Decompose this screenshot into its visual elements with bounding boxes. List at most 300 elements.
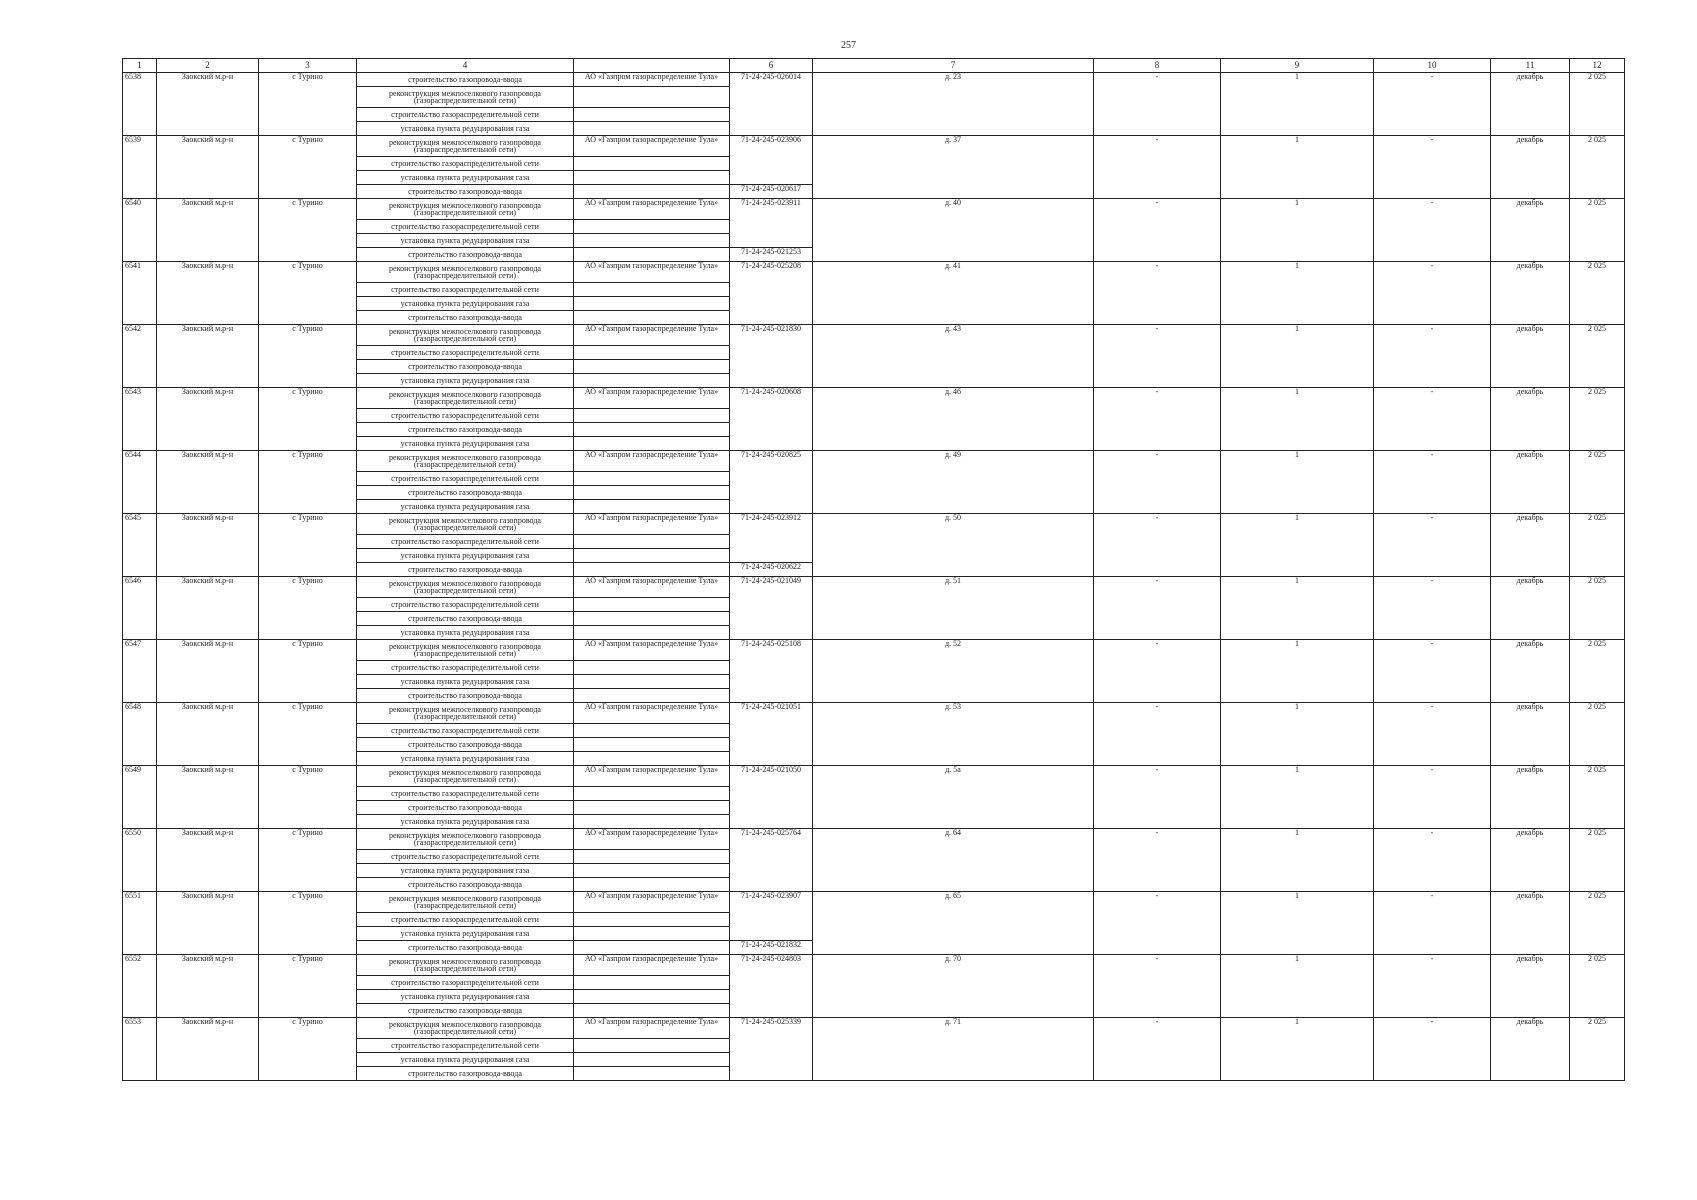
organization-cell [574,850,730,864]
year-cell: 2 025 [1570,199,1625,262]
district-cell: Заокский м.р-н [157,640,259,703]
organization-cell: АО «Газпром газораспределение Тула» [574,955,730,976]
request-code-cell: 71-24-245-020608 [730,388,813,451]
address-cell: д. 37 [813,136,1094,199]
col10-cell: - [1374,451,1491,514]
header-row [123,59,1625,73]
month-cell: декабрь [1491,892,1570,955]
work-type-cell: реконструкция межпоселкового газопровода (газораспределительной сети) [357,955,574,976]
work-type-cell: реконструкция межпоселкового газопровода (газораспределительной сети) [357,262,574,283]
organization-cell: АО «Газпром газораспределение Тула» [574,703,730,724]
work-type-cell: строительство газопровода-ввода [357,486,574,500]
column-header: 12 [1570,59,1625,73]
col8-cell: - [1094,199,1221,262]
table-row [123,1018,1625,1039]
month-cell: декабрь [1491,955,1570,1018]
organization-cell [574,913,730,927]
work-type-cell: строительство газопровода-ввода [357,73,574,87]
table-row [123,703,1625,724]
col9-cell: 1 [1221,829,1374,892]
record-number: 6550 [123,829,157,892]
work-type-cell: реконструкция межпоселкового газопровода (газораспределительной сети) [357,640,574,661]
district-cell: Заокский м.р-н [157,73,259,136]
work-type-cell: строительство газопровода-ввода [357,801,574,815]
organization-cell: АО «Газпром газораспределение Тула» [574,325,730,346]
work-type-cell: строительство газораспределительной сети [357,598,574,612]
organization-cell [574,1039,730,1053]
district-cell: Заокский м.р-н [157,262,259,325]
table-row [123,199,1625,220]
planning-table [122,58,1625,1081]
work-type-cell: строительство газораспределительной сети [357,346,574,360]
record-number: 6544 [123,451,157,514]
table-row [123,892,1625,913]
work-type-cell: установка пункта редуцирования газа [357,297,574,311]
col8-cell: - [1094,1018,1221,1081]
year-cell: 2 025 [1570,514,1625,577]
organization-cell [574,157,730,171]
page-number: 257 [841,40,856,51]
col8-cell: - [1094,73,1221,136]
request-code-secondary-cell: 71-24-245-021253 [730,248,813,262]
organization-cell: АО «Газпром газораспределение Тула» [574,388,730,409]
table-row [123,136,1625,157]
col9-cell: 1 [1221,514,1374,577]
work-type-cell: установка пункта редуцирования газа [357,990,574,1004]
organization-cell: АО «Газпром газораспределение Тула» [574,892,730,913]
table-row [123,577,1625,598]
table-row [123,73,1625,87]
col8-cell: - [1094,766,1221,829]
request-code-cell: 71-24-245-023912 [730,514,813,563]
col9-cell: 1 [1221,703,1374,766]
organization-cell [574,220,730,234]
col10-cell: - [1374,262,1491,325]
col9-cell: 1 [1221,199,1374,262]
month-cell: декабрь [1491,640,1570,703]
record-number: 6549 [123,766,157,829]
address-cell: д. 43 [813,325,1094,388]
organization-cell [574,815,730,829]
col9-cell: 1 [1221,136,1374,199]
organization-cell [574,598,730,612]
work-type-cell: реконструкция межпоселкового газопровода (газораспределительной сети) [357,829,574,850]
organization-cell: АО «Газпром газораспределение Тула» [574,136,730,157]
work-type-cell: установка пункта редуцирования газа [357,1053,574,1067]
record-number: 6541 [123,262,157,325]
table-row [123,514,1625,535]
table-row [123,640,1625,661]
col9-cell: 1 [1221,262,1374,325]
district-cell: Заокский м.р-н [157,199,259,262]
table-body [123,73,1625,1081]
organization-cell [574,248,730,262]
organization-cell [574,563,730,577]
col10-cell: - [1374,199,1491,262]
settlement-cell: с Турино [259,766,357,829]
organization-cell [574,472,730,486]
work-type-cell: установка пункта редуцирования газа [357,549,574,563]
col10-cell: - [1374,703,1491,766]
year-cell: 2 025 [1570,325,1625,388]
year-cell: 2 025 [1570,892,1625,955]
district-cell: Заокский м.р-н [157,451,259,514]
col9-cell: 1 [1221,451,1374,514]
organization-cell [574,122,730,136]
work-type-cell: установка пункта редуцирования газа [357,500,574,514]
organization-cell [574,927,730,941]
work-type-cell: установка пункта редуцирования газа [357,234,574,248]
table-row [123,766,1625,787]
work-type-cell: установка пункта редуцирования газа [357,675,574,689]
work-type-cell: строительство газораспределительной сети [357,409,574,423]
organization-cell: АО «Газпром газораспределение Тула» [574,451,730,472]
organization-cell [574,171,730,185]
col9-cell: 1 [1221,577,1374,640]
column-header: 6 [730,59,813,73]
address-cell: д. 52 [813,640,1094,703]
col9-cell: 1 [1221,640,1374,703]
year-cell: 2 025 [1570,388,1625,451]
year-cell: 2 025 [1570,955,1625,1018]
organization-cell [574,738,730,752]
organization-cell [574,612,730,626]
settlement-cell: с Турино [259,1018,357,1081]
request-code-cell: 71-24-245-025208 [730,262,813,325]
work-type-cell: строительство газопровода-ввода [357,1067,574,1081]
table-row [123,451,1625,472]
request-code-cell: 71-24-245-023911 [730,199,813,248]
year-cell: 2 025 [1570,577,1625,640]
work-type-cell: установка пункта редуцирования газа [357,752,574,766]
col10-cell: - [1374,955,1491,1018]
record-number: 6540 [123,199,157,262]
organization-cell [574,864,730,878]
table-header [123,59,1625,73]
organization-cell [574,787,730,801]
request-code-cell: 71-24-245-025108 [730,640,813,703]
col10-cell: - [1374,514,1491,577]
organization-cell [574,423,730,437]
record-number: 6553 [123,1018,157,1081]
organization-cell: АО «Газпром газораспределение Тула» [574,577,730,598]
district-cell: Заокский м.р-н [157,955,259,1018]
address-cell: д. 41 [813,262,1094,325]
col10-cell: - [1374,136,1491,199]
work-type-cell: реконструкция межпоселкового газопровода (газораспределительной сети) [357,892,574,913]
address-cell: д. 51 [813,577,1094,640]
request-code-secondary-cell: 71-24-245-020617 [730,185,813,199]
address-cell: д. 23 [813,73,1094,136]
district-cell: Заокский м.р-н [157,577,259,640]
organization-cell [574,234,730,248]
month-cell: декабрь [1491,325,1570,388]
work-type-cell: строительство газопровода-ввода [357,185,574,199]
settlement-cell: с Турино [259,262,357,325]
request-code-cell: 71-24-245-021049 [730,577,813,640]
settlement-cell: с Турино [259,892,357,955]
work-type-cell: реконструкция межпоселкового газопровода (газораспределительной сети) [357,703,574,724]
work-type-cell: строительство газораспределительной сети [357,535,574,549]
work-type-cell: строительство газораспределительной сети [357,1039,574,1053]
settlement-cell: с Турино [259,829,357,892]
organization-cell [574,1004,730,1018]
col10-cell: - [1374,577,1491,640]
organization-cell: АО «Газпром газораспределение Тула» [574,199,730,220]
address-cell: д. 65 [813,892,1094,955]
work-type-cell: реконструкция межпоселкового газопровода (газораспределительной сети) [357,514,574,535]
record-number: 6551 [123,892,157,955]
address-cell: д. 53 [813,703,1094,766]
organization-cell [574,500,730,514]
district-cell: Заокский м.р-н [157,829,259,892]
settlement-cell: с Турино [259,577,357,640]
col8-cell: - [1094,640,1221,703]
col9-cell: 1 [1221,73,1374,136]
work-type-cell: строительство газопровода-ввода [357,738,574,752]
col9-cell: 1 [1221,325,1374,388]
organization-cell [574,1053,730,1067]
work-type-cell: строительство газопровода-ввода [357,612,574,626]
col8-cell: - [1094,451,1221,514]
work-type-cell: строительство газораспределительной сети [357,283,574,297]
organization-cell [574,675,730,689]
settlement-cell: с Турино [259,199,357,262]
work-type-cell: строительство газопровода-ввода [357,878,574,892]
settlement-cell: с Турино [259,325,357,388]
work-type-cell: строительство газораспределительной сети [357,913,574,927]
request-code-cell: 71-24-245-023907 [730,892,813,941]
work-type-cell: реконструкция межпоселкового газопровода (газораспределительной сети) [357,199,574,220]
col10-cell: - [1374,640,1491,703]
work-type-cell: установка пункта редуцирования газа [357,864,574,878]
work-type-cell: строительство газопровода-ввода [357,423,574,437]
work-type-cell: реконструкция межпоселкового газопровода (газораспределительной сети) [357,87,574,108]
work-type-cell: строительство газопровода-ввода [357,689,574,703]
address-cell: д. 70 [813,955,1094,1018]
col8-cell: - [1094,577,1221,640]
request-code-secondary-cell: 71-24-245-020622 [730,563,813,577]
record-number: 6546 [123,577,157,640]
work-type-cell: строительство газопровода-ввода [357,1004,574,1018]
organization-cell [574,185,730,199]
organization-cell [574,409,730,423]
work-type-cell: строительство газопровода-ввода [357,941,574,955]
district-cell: Заокский м.р-н [157,703,259,766]
district-cell: Заокский м.р-н [157,388,259,451]
request-code-cell: 71-24-245-026014 [730,73,813,136]
address-cell: д. 5а [813,766,1094,829]
organization-cell [574,626,730,640]
organization-cell [574,878,730,892]
settlement-cell: с Турино [259,73,357,136]
district-cell: Заокский м.р-н [157,766,259,829]
settlement-cell: с Турино [259,136,357,199]
organization-cell [574,437,730,451]
year-cell: 2 025 [1570,73,1625,136]
column-header: 9 [1221,59,1374,73]
col8-cell: - [1094,325,1221,388]
organization-cell [574,724,730,738]
col10-cell: - [1374,73,1491,136]
record-number: 6538 [123,73,157,136]
month-cell: декабрь [1491,262,1570,325]
column-header [574,59,730,73]
work-type-cell: установка пункта редуцирования газа [357,626,574,640]
district-cell: Заокский м.р-н [157,1018,259,1081]
organization-cell [574,535,730,549]
organization-cell [574,297,730,311]
organization-cell [574,976,730,990]
district-cell: Заокский м.р-н [157,325,259,388]
month-cell: декабрь [1491,451,1570,514]
address-cell: д. 50 [813,514,1094,577]
organization-cell [574,311,730,325]
col8-cell: - [1094,262,1221,325]
year-cell: 2 025 [1570,640,1625,703]
organization-cell [574,990,730,1004]
organization-cell: АО «Газпром газораспределение Тула» [574,829,730,850]
district-cell: Заокский м.р-н [157,892,259,955]
col10-cell: - [1374,388,1491,451]
work-type-cell: установка пункта редуцирования газа [357,815,574,829]
organization-cell [574,360,730,374]
organization-cell [574,661,730,675]
work-type-cell: реконструкция межпоселкового газопровода (газораспределительной сети) [357,577,574,598]
table-row [123,325,1625,346]
work-type-cell: установка пункта редуцирования газа [357,122,574,136]
col8-cell: - [1094,829,1221,892]
column-header: 7 [813,59,1094,73]
month-cell: декабрь [1491,829,1570,892]
record-number: 6548 [123,703,157,766]
organization-cell: АО «Газпром газораспределение Тула» [574,766,730,787]
organization-cell [574,283,730,297]
column-header: 11 [1491,59,1570,73]
address-cell: д. 71 [813,1018,1094,1081]
work-type-cell: установка пункта редуцирования газа [357,437,574,451]
organization-cell [574,346,730,360]
work-type-cell: реконструкция межпоселкового газопровода (газораспределительной сети) [357,388,574,409]
work-type-cell: строительство газораспределительной сети [357,850,574,864]
year-cell: 2 025 [1570,703,1625,766]
month-cell: декабрь [1491,514,1570,577]
month-cell: декабрь [1491,766,1570,829]
address-cell: д. 64 [813,829,1094,892]
organization-cell: АО «Газпром газораспределение Тула» [574,514,730,535]
work-type-cell: реконструкция межпоселкового газопровода (газораспределительной сети) [357,451,574,472]
column-header: 8 [1094,59,1221,73]
work-type-cell: установка пункта редуцирования газа [357,374,574,388]
year-cell: 2 025 [1570,262,1625,325]
col10-cell: - [1374,1018,1491,1081]
organization-cell: АО «Газпром газораспределение Тула» [574,1018,730,1039]
work-type-cell: реконструкция межпоселкового газопровода (газораспределительной сети) [357,325,574,346]
settlement-cell: с Турино [259,451,357,514]
work-type-cell: строительство газораспределительной сети [357,108,574,122]
col10-cell: - [1374,766,1491,829]
work-type-cell: строительство газопровода-ввода [357,563,574,577]
organization-cell [574,801,730,815]
organization-cell [574,549,730,563]
request-code-cell: 71-24-245-024803 [730,955,813,1018]
request-code-cell: 71-24-245-021830 [730,325,813,388]
organization-cell [574,752,730,766]
organization-cell [574,108,730,122]
month-cell: декабрь [1491,73,1570,136]
month-cell: декабрь [1491,388,1570,451]
organization-cell [574,87,730,108]
district-cell: Заокский м.р-н [157,136,259,199]
organization-cell [574,486,730,500]
record-number: 6545 [123,514,157,577]
work-type-cell: строительство газораспределительной сети [357,976,574,990]
column-header: 3 [259,59,357,73]
request-code-cell: 71-24-245-021051 [730,703,813,766]
col8-cell: - [1094,514,1221,577]
record-number: 6542 [123,325,157,388]
year-cell: 2 025 [1570,766,1625,829]
col10-cell: - [1374,829,1491,892]
month-cell: декабрь [1491,1018,1570,1081]
month-cell: декабрь [1491,136,1570,199]
column-header: 10 [1374,59,1491,73]
column-header: 1 [123,59,157,73]
work-type-cell: строительство газопровода-ввода [357,360,574,374]
organization-cell: АО «Газпром газораспределение Тула» [574,262,730,283]
work-type-cell: строительство газораспределительной сети [357,220,574,234]
col8-cell: - [1094,703,1221,766]
record-number: 6543 [123,388,157,451]
settlement-cell: с Турино [259,703,357,766]
request-code-cell: 71-24-245-025764 [730,829,813,892]
col9-cell: 1 [1221,388,1374,451]
settlement-cell: с Турино [259,955,357,1018]
district-cell: Заокский м.р-н [157,514,259,577]
col9-cell: 1 [1221,766,1374,829]
organization-cell: АО «Газпром газораспределение Тула» [574,640,730,661]
col9-cell: 1 [1221,892,1374,955]
year-cell: 2 025 [1570,1018,1625,1081]
col8-cell: - [1094,955,1221,1018]
record-number: 6539 [123,136,157,199]
address-cell: д. 40 [813,199,1094,262]
work-type-cell: строительство газораспределительной сети [357,724,574,738]
address-cell: д. 46 [813,388,1094,451]
year-cell: 2 025 [1570,829,1625,892]
col10-cell: - [1374,892,1491,955]
record-number: 6552 [123,955,157,1018]
col8-cell: - [1094,136,1221,199]
table-row [123,955,1625,976]
work-type-cell: реконструкция межпоселкового газопровода (газораспределительной сети) [357,136,574,157]
month-cell: декабрь [1491,703,1570,766]
year-cell: 2 025 [1570,451,1625,514]
table-row [123,262,1625,283]
work-type-cell: реконструкция межпоселкового газопровода (газораспределительной сети) [357,766,574,787]
col8-cell: - [1094,892,1221,955]
work-type-cell: строительство газопровода-ввода [357,248,574,262]
settlement-cell: с Турино [259,388,357,451]
settlement-cell: с Турино [259,514,357,577]
work-type-cell: строительство газопровода-ввода [357,311,574,325]
request-code-secondary-cell: 71-24-245-021832 [730,941,813,955]
month-cell: декабрь [1491,199,1570,262]
work-type-cell: строительство газораспределительной сети [357,661,574,675]
col8-cell: - [1094,388,1221,451]
month-cell: декабрь [1491,577,1570,640]
request-code-cell: 71-24-245-025339 [730,1018,813,1081]
